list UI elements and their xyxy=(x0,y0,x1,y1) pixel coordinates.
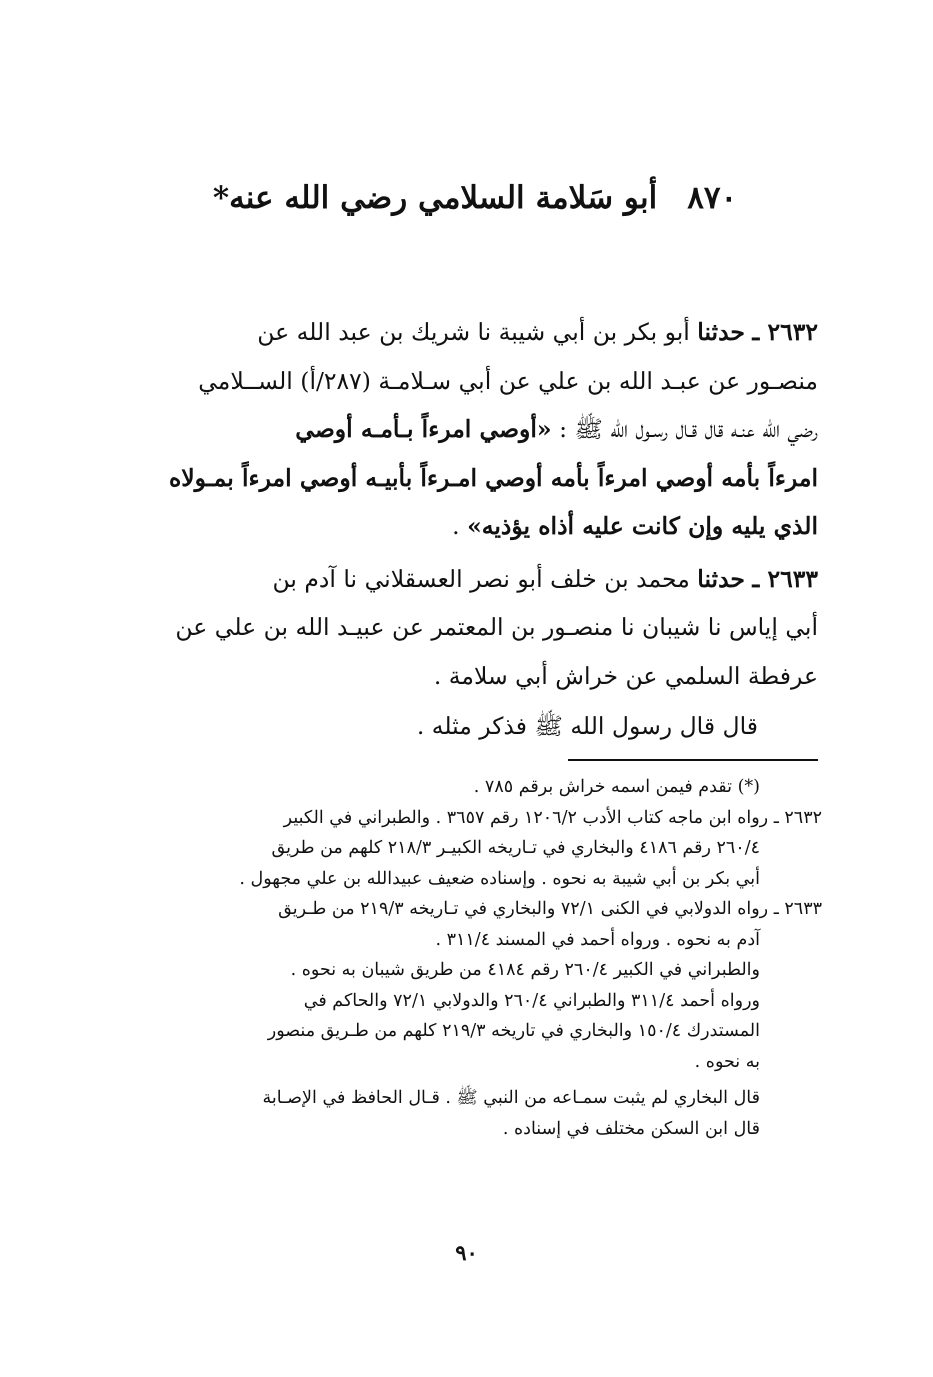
footnote-line: آدم به نحوه . ورواه أحمد في المسند ٣١١/٤ . xyxy=(435,929,760,950)
text-line: عرفطة السلمي عن خراش أبي سلامة . xyxy=(433,661,818,690)
matn-quote-line: امرءاً بأمه أوصي امرءاً بأمه أوصي امـرءاً بأبيـه أوصي امرءاً بمـولاه xyxy=(168,463,818,492)
footnote-2632 xyxy=(132,803,822,895)
text-line xyxy=(132,405,818,454)
footnote-2633 xyxy=(132,894,822,955)
footnote-line: ٢٦٣٢ ـ رواه ابن ماجه كتاب الأدب ١٢٠٦/٢ رقم ٣٦٥٧ . والطبراني في الكبير xyxy=(283,807,822,828)
text-line: منصـور عن عبـد الله بن علي عن أبي سـلامـة (٢٨٧/أ) الســلامي xyxy=(198,366,818,395)
text-line: أبي إياس نا شيبان نا منصـور بن المعتمر عن عبيـد الله بن علي عن xyxy=(175,613,818,641)
hadith-number: ٢٦٣٢ ـ xyxy=(752,318,818,346)
isnad-text: رضي الله عنـه قال قـال رسـول الله ﷺ : xyxy=(559,415,818,443)
footnote-tabarani: والطبراني في الكبير ٢٦٠/٤ رقم ٤١٨٤ من طريق شيبان به نحوه . xyxy=(290,960,760,980)
isnad-text: محمد بن خلف أبو نصر العسقلاني نا آدم بن xyxy=(272,564,690,593)
matn-quote: «أوصي امرءاً بـأمـه أوصي xyxy=(295,415,552,443)
footnote-line: قال البخاري لم يثبت سمـاعه من النبي ﷺ . قـال الحافظ في الإصـابة xyxy=(262,1088,760,1108)
footnote-star: (*) تقدم فيمن اسمه خراش برقم ٧٨٥ . xyxy=(473,777,760,797)
haddathana-word: حدثنا xyxy=(697,318,745,346)
text-line xyxy=(132,555,818,604)
hadith-2633 xyxy=(132,555,818,751)
text-line xyxy=(132,308,818,357)
footnotes xyxy=(132,772,822,1144)
footnote-line: ٢٦٠/٤ رقم ٤١٨٦ والبخاري في تـاريخه الكبيـر ٢١٨/٣ كلهم من طريق xyxy=(271,838,760,858)
haddathana-word: حدثنا xyxy=(697,564,745,593)
text-line xyxy=(132,502,818,551)
chapter-title: أبو سَلامة السلامي رضي الله عنه* xyxy=(212,180,658,216)
footnote-line: ٢٦٣٣ ـ رواه الدولابي في الكنى ٧٢/١ والبخاري في تـاريخه ٢١٩/٣ من طـريق xyxy=(278,899,822,919)
matn-quote: الذي يليه وإن كانت عليه أذاه يؤذيه» xyxy=(467,512,818,540)
hadith-number: ٢٦٣٣ ـ xyxy=(752,564,818,593)
chapter-heading xyxy=(130,170,820,226)
footnote-ahmad xyxy=(132,986,822,1078)
footnote-separator xyxy=(568,759,818,761)
footnote-bukhari xyxy=(132,1083,822,1144)
footnote-line: به نحوه . xyxy=(694,1051,760,1072)
isnad-text: أبو بكر بن أبي شيبة نا شريك بن عبد الله عن xyxy=(257,318,690,346)
footnote-line: ورواه أحمد ٣١١/٤ والطبراني ٢٦٠/٤ والدولابي ٧٢/١ والحاكم في xyxy=(303,990,760,1011)
end-period: . xyxy=(452,512,460,540)
footnote-line: المستدرك ١٥٠/٤ والبخاري في تاريخه ٢١٩/٣ كلهم من طـريق منصور xyxy=(267,1021,760,1041)
footnote-line: أبي بكر بن أبي شيبة به نحوه . وإسناده ضعيف عبيدالله بن علي مجهول . xyxy=(239,868,760,889)
hadith-2632 xyxy=(132,308,818,551)
page-number: ٩٠ xyxy=(455,1240,478,1265)
footnote-line: قال ابن السكن مختلف في إسناده . xyxy=(502,1118,760,1139)
chapter-number: ٨٧٠ xyxy=(687,180,738,216)
continuation-line: قال قال رسول الله ﷺ فذكر مثله . xyxy=(416,712,758,740)
main-text xyxy=(132,308,818,751)
